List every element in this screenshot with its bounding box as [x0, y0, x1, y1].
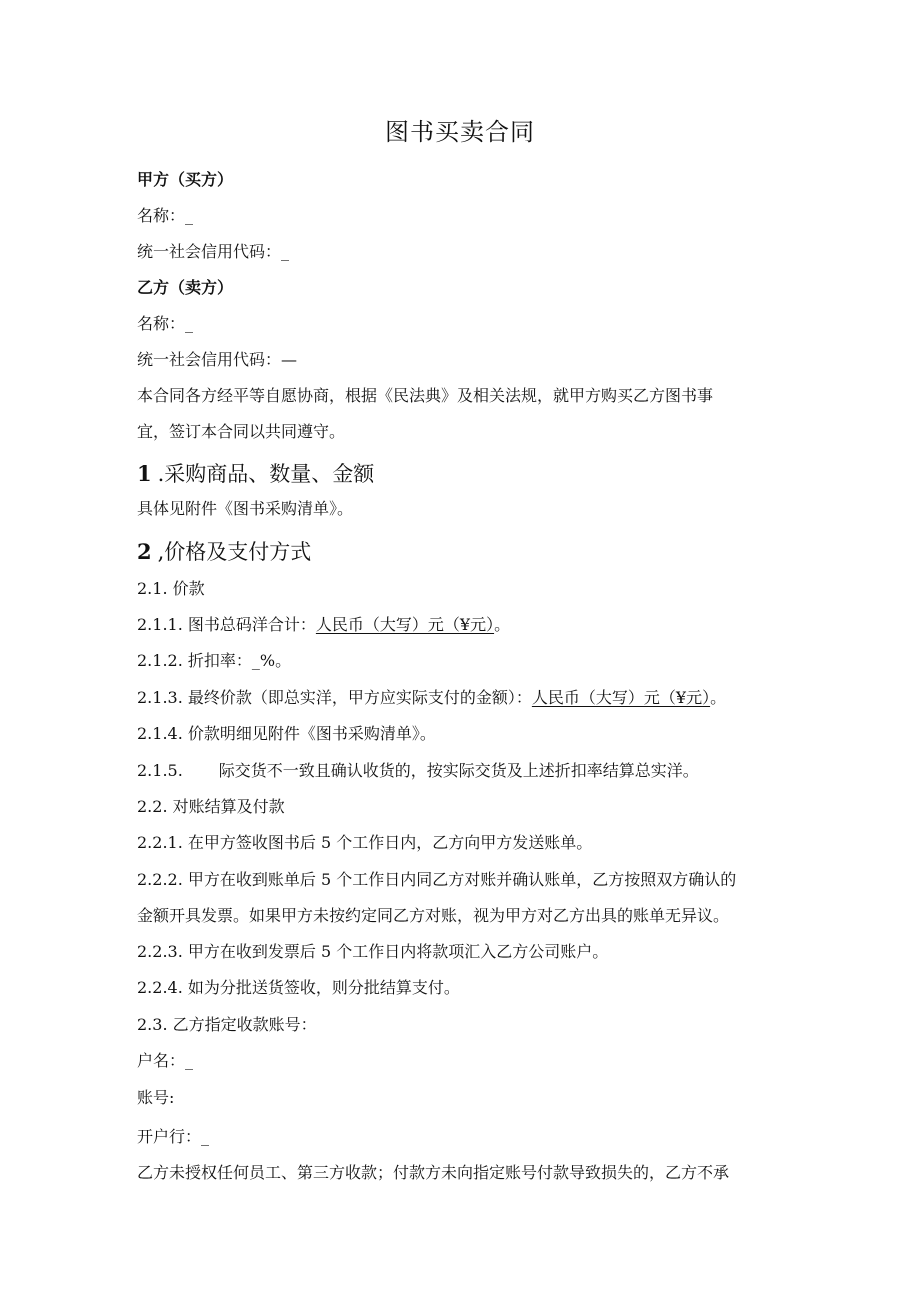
clause-2-1-2: 2.1.2. 折扣率：_%。 — [137, 651, 292, 670]
account-number: 账号: — [137, 1088, 175, 1107]
clause-2-3: 2.3. 乙方指定收款账号： — [137, 1015, 317, 1034]
clause-2-2-2-line-2: 金额开具发票。如果甲方未按约定同乙方对账，视为甲方对乙方出具的账单无异议。 — [137, 906, 730, 925]
clause-2-1-4: 2.1.4. 价款明细见附件《图书采购清单》。 — [137, 724, 436, 743]
clause-2-2-3: 2.2.3. 甲方在收到发票后 5 个工作日内将款项汇入乙方公司账户。 — [137, 942, 609, 961]
clause-2-1-5 — [137, 760, 699, 782]
clause-2-2: 2.2. 对账结算及付款 — [137, 797, 285, 816]
clause-2-1-3-prefix: 2.1.3. 最终价款（即总实洋，甲方应实际支付的金额）： — [137, 688, 532, 707]
party-a-name: 名称：_ — [137, 206, 194, 225]
clause-2-1-1-prefix: 2.1.1. 图书总码洋合计： — [137, 615, 316, 634]
closing-text: 乙方未授权任何员工、第三方收款；付款方未向指定账号付款导致损失的，乙方不承 — [137, 1163, 730, 1182]
clause-2-1-3 — [137, 687, 726, 709]
clause-2-2-2-line-1: 2.2.2. 甲方在收到账单后 5 个工作日内同乙方对账并确认账单，乙方按照双方确认的 — [137, 870, 737, 889]
account-name: 户名：_ — [137, 1051, 194, 1070]
section-1-body: 具体见附件《图书采购清单》。 — [137, 499, 354, 518]
preamble-line-2: 宜，签订本合同以共同遵守。 — [137, 422, 346, 441]
clause-2-1-5-text: 际交货不一致且确认收货的，按实际交货及上述折扣率结算总实洋。 — [218, 761, 699, 780]
clause-2-1: 2.1. 价款 — [137, 579, 205, 598]
account-bank: 开户行：_ — [137, 1127, 210, 1146]
section-1-heading — [137, 459, 374, 489]
party-a-heading: 甲方（买方） — [137, 170, 234, 189]
clause-2-1-3-suffix: 。 — [710, 688, 727, 707]
section-1-title: .采购商品、数量、金额 — [157, 462, 375, 486]
section-1-number: 1 — [137, 461, 152, 486]
section-2-title: ,价格及支付方式 — [157, 540, 312, 564]
party-b-name: 名称：_ — [137, 314, 194, 333]
preamble-line-1: 本合同各方经平等自愿协商，根据《民法典》及相关法规，就甲方购买乙方图书事 — [137, 386, 714, 405]
party-b-heading: 乙方（卖方） — [137, 278, 234, 297]
section-2-heading — [137, 537, 311, 567]
clause-2-1-3-amount: 人民币（大写）元（¥元） — [531, 688, 711, 707]
party-a-credit-code: 统一社会信用代码：_ — [137, 242, 290, 261]
clause-2-1-1-amount: 人民币（大写）元（¥元） — [315, 615, 495, 634]
clause-2-1-1 — [137, 614, 510, 636]
page-title: 图书买卖合同 — [385, 118, 535, 146]
party-b-credit-code: 统一社会信用代码：— — [137, 350, 298, 369]
clause-2-2-4: 2.2.4. 如为分批送货签收，则分批结算支付。 — [137, 978, 460, 997]
clause-2-1-1-suffix: 。 — [494, 615, 511, 634]
section-2-number: 2 — [137, 539, 152, 564]
clause-2-1-5-number: 2.1.5. — [137, 761, 183, 780]
clause-2-2-1: 2.2.1. 在甲方签收图书后 5 个工作日内，乙方向甲方发送账单。 — [137, 833, 593, 852]
